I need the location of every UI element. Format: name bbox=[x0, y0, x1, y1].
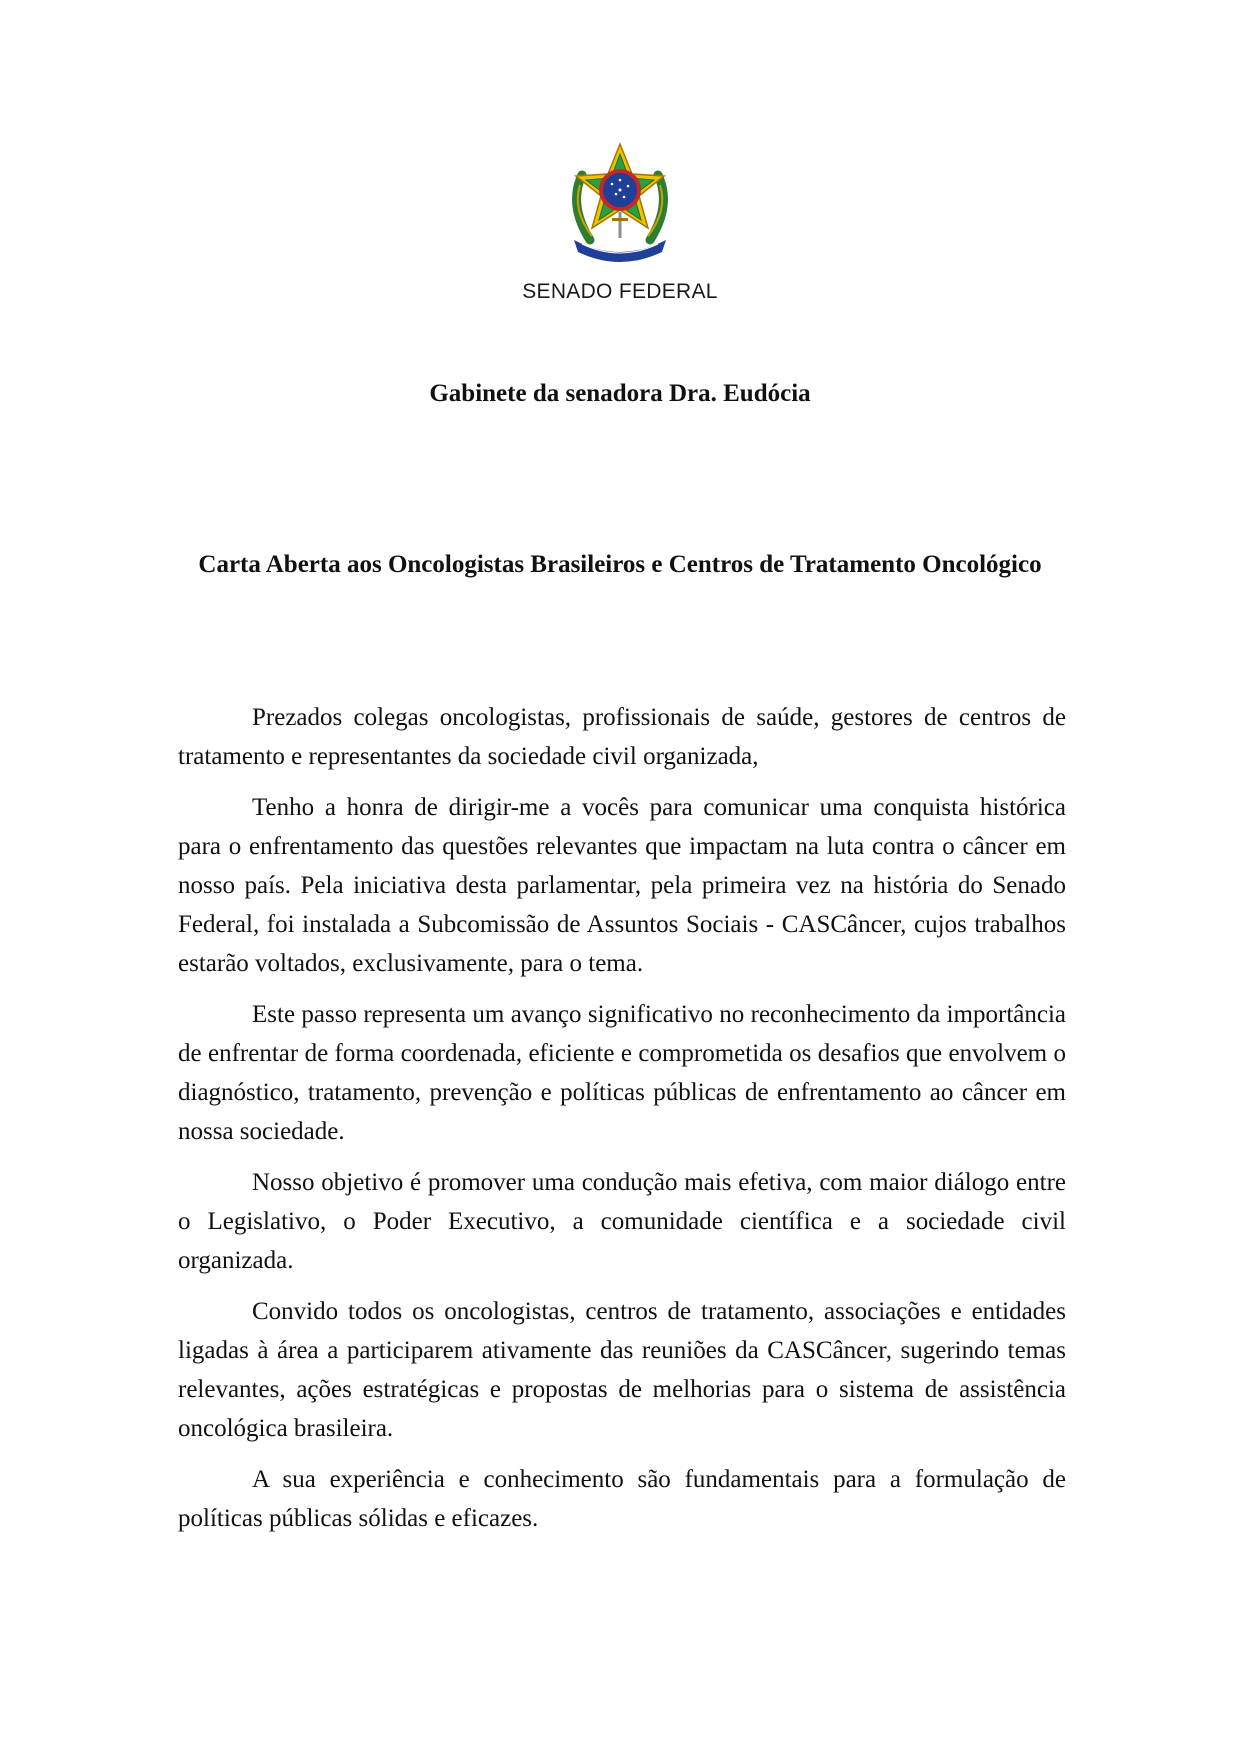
paragraph-significance: Este passo representa um avanço significativo no reconhecimento da importância de enfrentar de forma coordenada, eficiente e comprometida os desafios que envolvem o diagnóstico, tratamento, prevenção e políticas públicas de enfrentamento ao câncer em nossa sociedade. bbox=[178, 1001, 1066, 1145]
brazil-coat-of-arms-icon bbox=[560, 140, 680, 270]
letterhead bbox=[0, 140, 1240, 304]
paragraph-salutation: Prezados colegas oncologistas, profissionais de saúde, gestores de centros de tratamento e representantes da sociedade civil organizada, bbox=[178, 704, 1066, 770]
letter-body bbox=[178, 698, 1066, 1550]
paragraph-invitation: Convido todos os oncologistas, centros de tratamento, associações e entidades ligadas à área a participarem ativamente das reuniões da CASCâncer, sugerindo temas relevantes, ações estratégicas e propostas de melhorias para o sistema de assistência oncológica brasileira. bbox=[178, 1298, 1066, 1442]
paragraph-announcement: Tenho a honra de dirigir-me a vocês para comunicar uma conquista histórica para o enfrentamento das questões relevantes que impactam na luta contra o câncer em nosso país. Pela iniciativa desta parlamentar, pela primeira vez na história do Senado Federal, foi instalada a Subcomissão de Assuntos Sociais - CASCâncer, cujos trabalhos estarão voltados, exclusivamente, para o tema. bbox=[178, 794, 1066, 977]
institution-name: SENADO FEDERAL bbox=[522, 280, 718, 303]
letter-title: Carta Aberta aos Oncologistas Brasileiros e Centros de Tratamento Oncológico bbox=[198, 551, 1042, 578]
office-title: Gabinete da senadora Dra. Eudócia bbox=[429, 380, 811, 407]
paragraph-closing: A sua experiência e conhecimento são fundamentais para a formulação de políticas públicas sólidas e eficazes. bbox=[178, 1466, 1066, 1532]
paragraph-objective: Nosso objetivo é promover uma condução mais efetiva, com maior diálogo entre o Legislativo, o Poder Executivo, a comunidade científica e a sociedade civil organizada. bbox=[178, 1169, 1066, 1274]
